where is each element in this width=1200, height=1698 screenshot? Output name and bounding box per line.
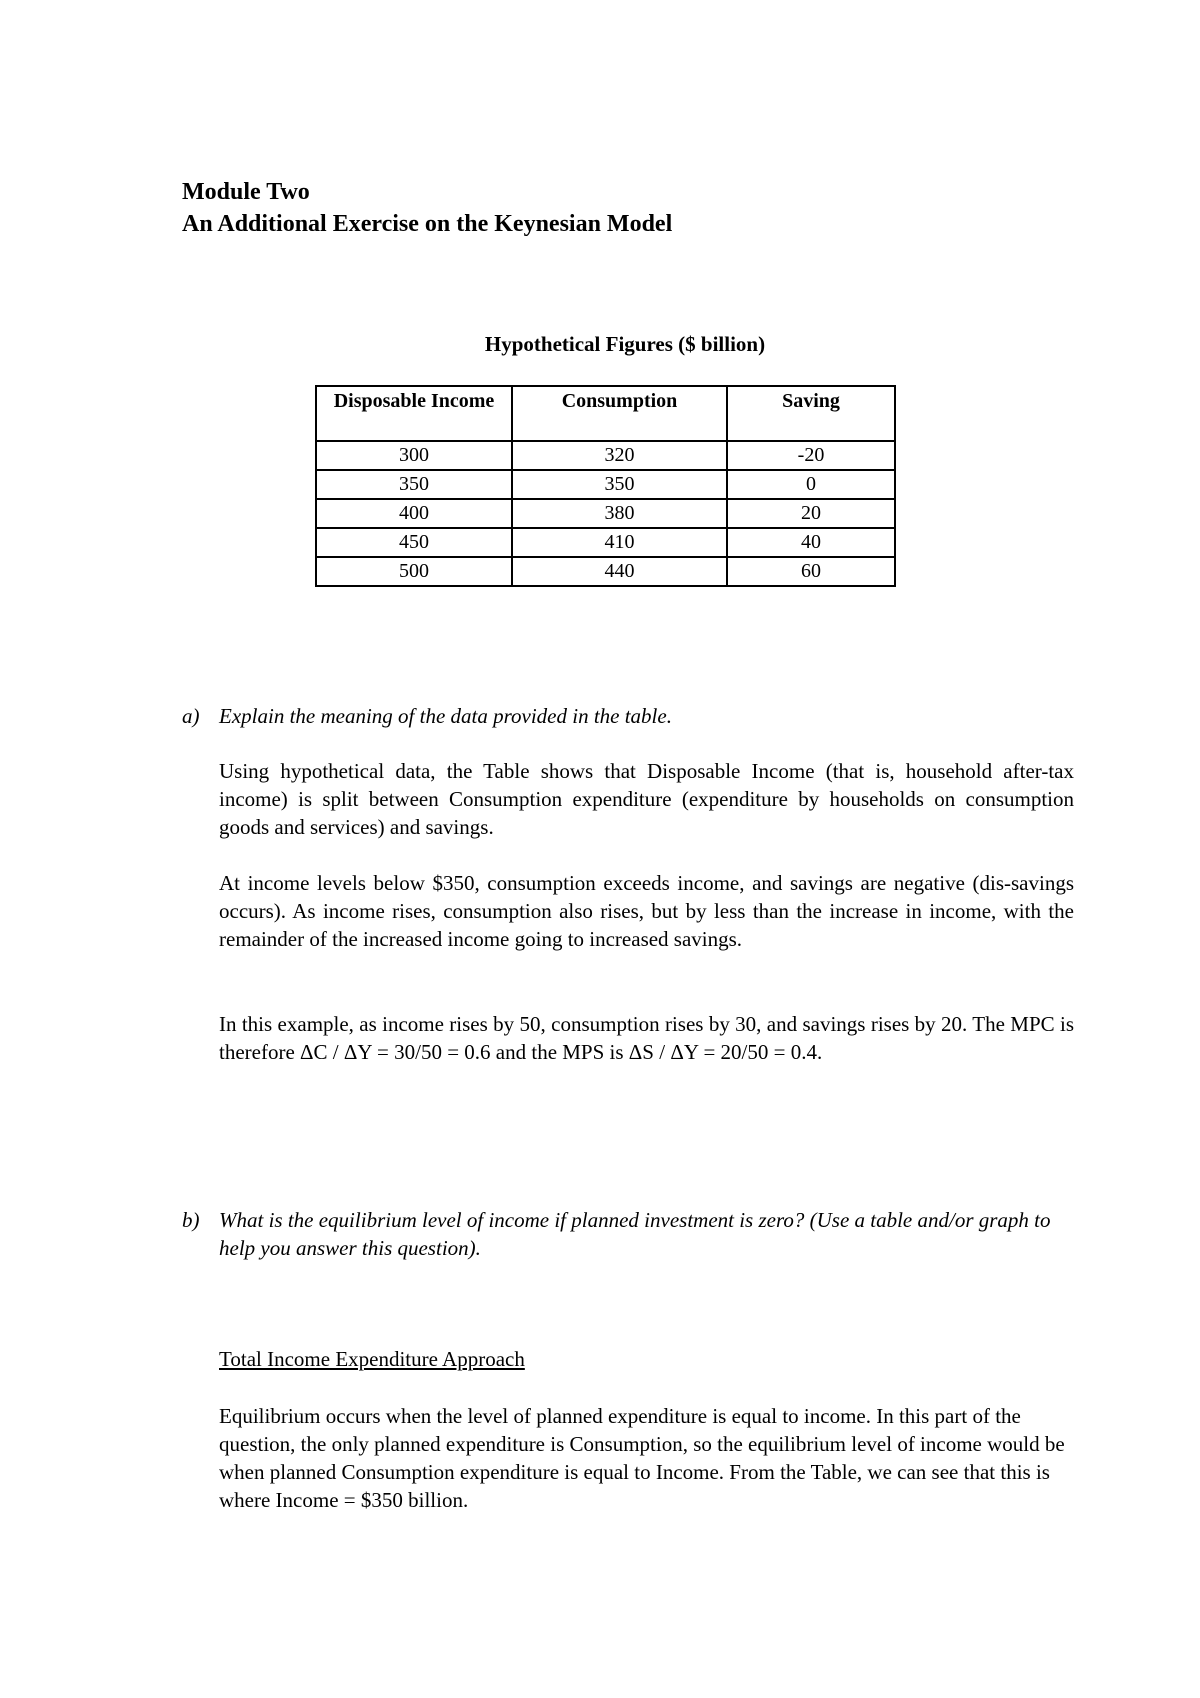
cell-consumption: 350 [512,470,727,499]
cell-income: 350 [316,470,512,499]
answer-b-paragraph: Equilibrium occurs when the level of planned expenditure is equal to income. In this part of the question, the only planned expenditure is Consumption, so the equilibrium level of income would be when planned Consumption expenditure is equal to Income. From the Table, we can see that this is where Income = $350 billion. [219,1404,1065,1512]
answer-a-paragraph-2: At income levels below $350, consumption exceeds income, and savings are negative (dis-savings occurs). As income rises, consumption also rises, but by less than the increase in income, with the remainder of the increased income going to increased savings. [219,871,1074,951]
question-a-label: a) [182,704,200,728]
cell-saving: 40 [727,528,895,557]
col-header-saving: Saving [727,386,895,441]
cell-income: 500 [316,557,512,586]
cell-income: 450 [316,528,512,557]
cell-income: 300 [316,441,512,470]
table-row [316,499,895,528]
cell-income: 400 [316,499,512,528]
cell-saving: 60 [727,557,895,586]
cell-saving: -20 [727,441,895,470]
cell-saving: 20 [727,499,895,528]
table-row [316,441,895,470]
cell-consumption: 440 [512,557,727,586]
cell-consumption: 320 [512,441,727,470]
col-header-consumption: Consumption [512,386,727,441]
module-title: Module Two [182,179,310,205]
exercise-subtitle: An Additional Exercise on the Keynesian Model [182,211,673,237]
table-caption: Hypothetical Figures ($ billion) [484,332,766,356]
cell-saving: 0 [727,470,895,499]
table-row [316,557,895,586]
answer-a-paragraph-1: Using hypothetical data, the Table shows that Disposable Income (that is, household after-tax income) is split between Consumption expenditure (expenditure by households on consumption goods and services) and savings. [219,759,1074,839]
col-header-disposable-income: Disposable Income [316,386,512,441]
question-b-label: b) [182,1208,200,1232]
section-heading: Total Income Expenditure Approach [219,1347,525,1371]
question-a-text: Explain the meaning of the data provided in the table. [219,704,672,728]
table-row [316,528,895,557]
question-b-text: What is the equilibrium level of income if planned investment is zero? (Use a table and/or graph to help you answer this question). [219,1208,1051,1260]
figures-table [315,385,896,587]
cell-consumption: 410 [512,528,727,557]
table-header-row [316,386,895,441]
cell-consumption: 380 [512,499,727,528]
table-row [316,470,895,499]
answer-a-paragraph-3: In this example, as income rises by 50, consumption rises by 30, and savings rises by 20. The MPC is therefore ΔC / ΔY = 30/50 = 0.6 and the MPS is ΔS / ΔY = 20/50 = 0.4. [219,1012,1074,1064]
